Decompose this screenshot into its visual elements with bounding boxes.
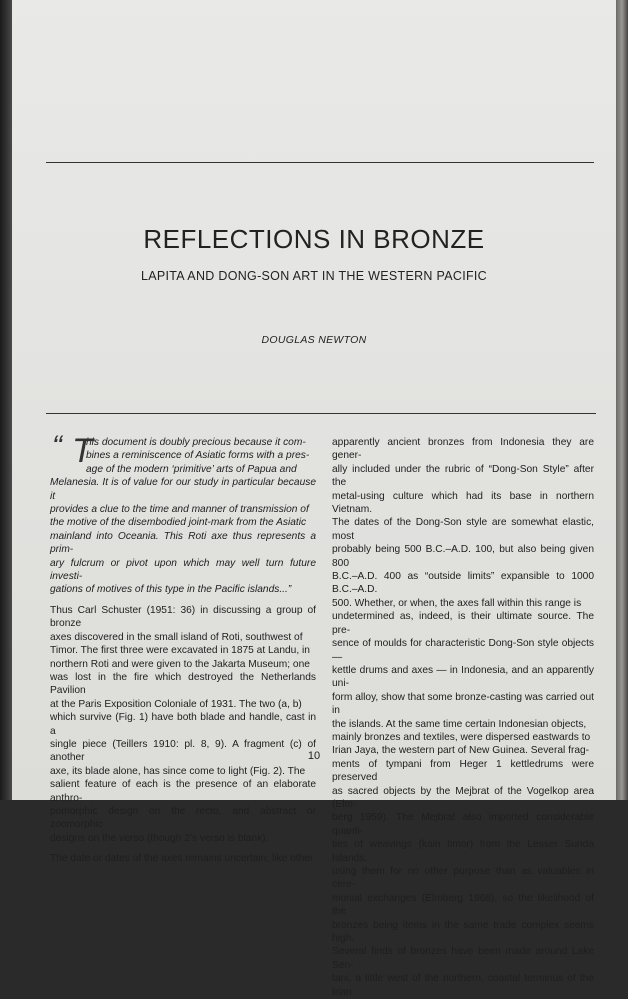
quote-line: bines a reminiscence of Asiatic forms with a pres- <box>86 450 310 462</box>
text-line: Thus Carl Schuster (1951: 36) in discussing a group of bronze <box>50 604 316 630</box>
text-line: monial exchanges (Elmberg 1968), so the likelihood of the <box>332 892 594 918</box>
text-line: Irian Jaya, the western part of New Guinea. Several frag- <box>332 745 590 757</box>
text-line: ties of weavings (kain timor) from the Lesser Sunda Islands, <box>332 839 594 864</box>
text-line: using them for no other purpose than as valuables in cere- <box>332 866 594 891</box>
text-line: sence of moulds for characteristic Dong-Son style objects — <box>332 638 594 663</box>
text-line: Timor. The first three were excavated in 1875 at Landu, in <box>50 645 310 657</box>
section-rule <box>46 413 596 414</box>
article-title: REFLECTIONS IN BRONZE <box>143 224 485 254</box>
quote-line: gations of motives of this type in the Pacific islands...” <box>50 584 292 596</box>
right-column <box>332 436 594 999</box>
text-line: B.C.–A.D. 400 as “outside limits” expansible to 1000 B.C.–A.D. <box>332 571 594 596</box>
text-line: metal-using culture which had its base in northern Vietnam. <box>332 490 594 516</box>
top-rule <box>46 162 594 163</box>
page-number: 10 <box>307 750 321 762</box>
quote-line: the motive of the disembodied joint-mark from the Asiatic <box>50 517 307 529</box>
text-line: bronzes being items in the same trade complex seems high. <box>332 919 594 945</box>
text-line: as sacred objects by the Mejbrat of the Vogelkop area (Elm- <box>332 785 594 810</box>
text-line: designs on the verso (though 2’s verso is blank). <box>50 832 269 844</box>
text-line: ally included under the rubric of “Dong-Son Style” after the <box>332 463 594 489</box>
text-line: 500. Whether, or when, the axes fall within this range is <box>332 597 582 609</box>
quote-mark: “ <box>52 430 62 463</box>
body-paragraph <box>50 852 316 865</box>
text-line: was lost in the fire which destroyed the Netherlands Pavilion <box>50 671 316 697</box>
quote-line: mainland into Oceania. This Roti axe thus represents a prim- <box>50 530 316 556</box>
text-line: axe, its blade alone, has since come to light (Fig. 2). The <box>50 765 306 777</box>
drop-cap: T <box>72 432 93 470</box>
text-line: which survive (Fig. 1) have both blade and handle, cast in a <box>50 712 316 737</box>
text-line: axes discovered in the small island of Roti, southwest of <box>50 631 303 643</box>
text-line: pomorphic design on the recto, and abstract or zoomorphic <box>50 805 316 831</box>
text-line: The date or dates of the axes remains uncertain; like other <box>50 853 314 865</box>
text-line: probably being 500 B.C.–A.D. 100, but also being given 800 <box>332 544 594 569</box>
text-line: apparently ancient bronzes from Indonesia they are gener- <box>332 437 594 462</box>
quote-line: provides a clue to the time and manner of transmission of <box>50 504 309 516</box>
text-line: northern Roti and were given to the Jakarta Museum; one <box>50 658 310 670</box>
text-line: single piece (Teillers 1910: pl. 8, 9). A fragment (c) of another <box>50 738 316 764</box>
text-line: The dates of the Dong-Son style are somewhat elastic, most <box>332 517 594 542</box>
text-line: mainly bronzes and textiles, were dispersed eastwards to <box>332 731 591 743</box>
text-line: undetermined as, indeed, is their ultimate source. The pre- <box>332 611 594 636</box>
text-line: form alloy, show that some bronze-casting was carried out in <box>332 691 594 717</box>
text-line: ments of tympani from Heger 1 kettledrums were preserved <box>332 758 594 784</box>
text-line: kettle drums and axes — in Indonesia, and an apparently uni- <box>332 664 594 690</box>
text-line: at the Paris Exposition Coloniale of 1931. The two (a, b) <box>50 698 302 710</box>
text-line: tani, a little west of the northern, coastal terminus of the Irian <box>332 973 594 998</box>
article-subtitle: LAPITA AND DONG-SON ART IN THE WESTERN PACIFIC <box>140 269 488 283</box>
text-line: salient feature of each is the presence of an elaborate anthro- <box>50 779 316 804</box>
quote-line: his document is doubly precious because it com- <box>86 437 306 448</box>
author-name: DOUGLAS NEWTON <box>261 334 367 346</box>
quote-line: Melanesia. It is of value for our study in particular because it <box>50 477 316 502</box>
left-column <box>50 430 316 866</box>
quote-line: age of the modern ‘primitive’ arts of Papua and <box>86 463 297 475</box>
text-line: berg 1959). The Mejbrat also imported considerable quanti- <box>332 812 594 837</box>
text-line: Several finds of bronzes have been made around Lake Sen- <box>332 946 594 971</box>
text-line: the islands. At the same time certain Indonesian objects, <box>332 718 587 730</box>
epigraph-quote <box>50 430 316 597</box>
body-paragraph <box>50 604 316 845</box>
quote-line: ary fulcrum or pivot upon which may well turn future investi- <box>50 557 316 583</box>
page-edge <box>616 0 628 800</box>
